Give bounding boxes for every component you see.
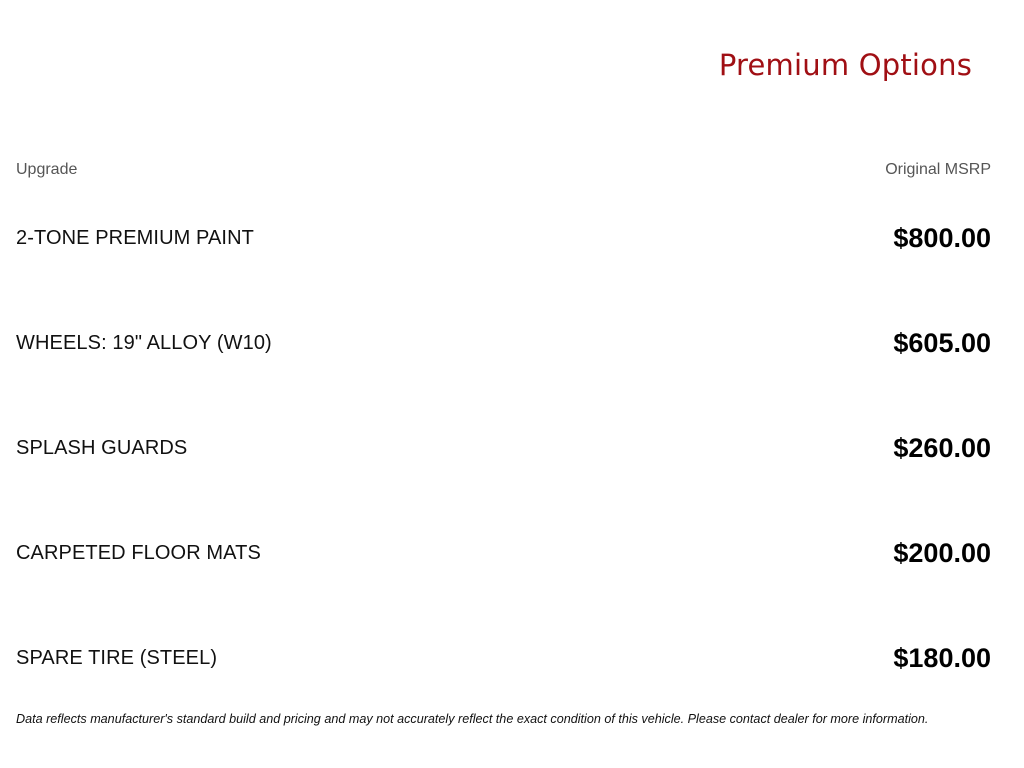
option-row [16, 323, 991, 363]
option-price: $605.00 [893, 327, 991, 358]
option-name: SPARE TIRE (STEEL) [16, 646, 218, 669]
upgrade-column-header: Upgrade [16, 161, 78, 178]
option-name: WHEELS: 19" ALLOY (W10) [16, 331, 272, 354]
option-row [16, 428, 991, 468]
option-row [16, 638, 991, 678]
option-name: CARPETED FLOOR MATS [16, 541, 261, 564]
option-price: $180.00 [893, 642, 991, 673]
option-price: $800.00 [893, 222, 991, 253]
option-row [16, 533, 991, 573]
option-price: $260.00 [893, 432, 991, 463]
page-title: Premium Options [718, 48, 972, 82]
option-row [16, 218, 991, 258]
option-name: SPLASH GUARDS [16, 436, 188, 459]
option-name: 2-TONE PREMIUM PAINT [16, 226, 254, 249]
disclaimer-text: Data reflects manufacturer's standard build and pricing and may not accurately reflect the exact condition of this vehicle. Please contact dealer for more information. [16, 712, 929, 726]
options-list [16, 0, 991, 768]
msrp-column-header: Original MSRP [885, 161, 991, 178]
option-price: $200.00 [893, 537, 991, 568]
